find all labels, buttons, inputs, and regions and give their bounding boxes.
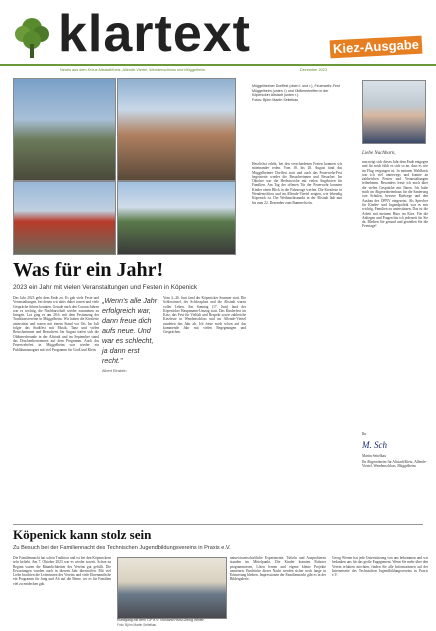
header-subline: Neues aus dem Kreuz Altstadt/Kietz, Allende-Viertel, Wendenschloss und Müggelheim <box>60 68 206 72</box>
main-col-1: Das Jahr 2023 geht dem Ende zu. Es gab viele Feste und Veranstaltungen, bei denen wir aktiv dabei waren und viele Gespräche führen konnten. Gerade nach den Corona-Jahren war es wichtig, die Nachbarschaft wieder zusammen zu bringen. Los ging es am 28.6. mit dem Festumzug der Traditionsvereine in Müggelheim. Wir haben die Kiezfeste unterstützt und waren mit einem Stand vor Ort. Im Juli folgte das Stadtfest mit Musik, Tanz und vielen Besucherinnen und Besuchern. Im August trafen sich die Oldtimerfreunde in der Altstadt und im September stand das Drachenbootrennen auf dem Programm. Auch das Feuerwehrfest in Müggelheim war wieder ein Publikumsmagnet mit viel Programm für Groß und Klein. <box>13 296 99 352</box>
logo-tree-icon <box>12 14 52 60</box>
section-rule <box>13 524 423 525</box>
photo-credit: Fotos: Björn Martin Seitelkau <box>252 97 299 102</box>
photo-familiennacht <box>117 557 227 619</box>
issue-badge: Kiez-Ausgabe <box>330 36 423 59</box>
letter-name: Martin Seitelkau <box>362 454 387 458</box>
photo-oldtimer <box>117 181 236 255</box>
photo-caption <box>252 84 342 102</box>
photo-caption-text: Müggelheimer Dorffest (oben l. und r.), Feuerwehr-Fest Müggelheim (unten l.) und Oldtimertreffen in der Köpenicker Altstadt (unten r.). <box>252 84 340 98</box>
second-col-4: Georg Werner hat jede Unterstützung von uns bekommen und wir bedanken uns für das große Engagement. Wenn Sie mehr über den Verein erfahren möchten, finden Sie alle Informationen auf der Internetseite des Technischen Jugendbildungsvereins in Praxis e.V. <box>332 556 428 578</box>
second-col-1: Die Familiennacht hat schon Tradition und ist bei den Köpenickern sehr beliebt. Am 7. Oktober 2023 war es wieder soweit. Schon zu Beginn waren die Räumlichkeiten des Vereins gut gefüllt. Die Erwartungen wurden auch in diesem Jahr übertroffen. Mit viel Liebe brachten die Leiterinnen des Vereins und viele Ehrenamtliche ein Programm für Jung und Alt auf die Beine, wo es für Familien viel zu entdecken gab. <box>13 556 111 586</box>
photo-familiennacht-credit: Foto: Björn Martin Seitelkau <box>117 623 157 627</box>
letter-role: Ihr Abgeordneter für Altstadt/Kietz, Allende-Viertel, Wendenschloss, Müggelheim <box>362 460 427 469</box>
header-date: Dezember 2023 <box>300 68 328 72</box>
second-col-3: naturwissenschaftliche Experimente, Tüfteln und Ausprobieren standen im Mittelpunkt. Die Kinder konnten Roboter programmieren, Löten lernen und eigene kleine Projekte umsetzen. Eindrücke dieser Nacht werden sicher noch lange in Erinnerung bleiben. Impressionen der Familiennacht gibt es in der Bildergalerie. <box>230 556 326 582</box>
photo-familiennacht-caption: Rundgang mit dem TJF e.V. Vorstand Horst-Georg Winter <box>117 618 204 622</box>
main-subhead: 2023 ein Jahr mit vielen Veranstaltungen und Festen in Köpenick <box>13 284 198 291</box>
second-subhead: Zu Besuch bei der Familiennacht des Technischen Jugendbildungsvereins in Praxis e.V. <box>13 545 231 551</box>
author-photo <box>362 80 426 144</box>
header-rule <box>0 64 436 66</box>
letter-greeting: Liebe Nachbarn, <box>362 151 396 156</box>
logo-title: klartext <box>58 5 251 63</box>
photo-dorffest-group <box>13 78 116 181</box>
main-col-3: Vom 4.–26. Juni fand der Köpenicker Sommer statt. Die Schlossinsel, der Schlossplatz und die Altstadt waren voller Leben. Am Sonntag (17. Juni) fand der Köpenicker Hauptmann-Umzug statt. Das Kinderfest im Kiez, das Fest für Vielfalt und Respekt sowie zahlreiche Kiezfeste in Wendenschloss und im Allende-Viertel rundeten das Jahr ab. Ich freue mich schon auf das kommende Jahr mit vielen Begegnungen und Gesprächen. <box>163 296 246 335</box>
main-col-4: Herzlichst erlebt, bei den verschiedenen Festen konnten wir miteinander reden. Vom 18. bis 20. August fand das Müggelheimer Dorffest statt und auch das Feuerwehr-Fest begeisterte wieder die Besucherinnen und Besucher. Im Oktober war die Herbstwoche mit vielen Angeboten für Familien. Am Tag der offenen Tür der Feuerwehr konnten Kinder einen Blick in die Fahrzeuge werfen. Die Kiezfeste in Wendenschloss und im Allende-Viertel zeigten, wie lebendig Köpenick ist. Der Weihnachtsmarkt in der Altstadt lädt nun bis zum 22. Dezember zum Bummeln ein. <box>252 162 342 205</box>
quote-author: Albert Einstein <box>102 369 127 373</box>
letter-signature: M. Sch <box>362 440 387 450</box>
main-headline: Was für ein Jahr! <box>13 259 164 281</box>
letter-signoff: Ihr <box>362 432 367 436</box>
pull-quote <box>102 296 158 374</box>
photo-dorffest-stage <box>117 78 236 181</box>
quote-text: „Wenn's alle Jahr erfolgreich war, dann freue dich aufs neue. Und war es schlecht, ja dann erst recht." <box>102 296 158 365</box>
second-headline: Köpenick kann stolz sein <box>13 527 152 542</box>
photo-fire-truck <box>13 181 116 255</box>
letter-body: nun neigt sich dieses Jahr dem Ende entgegen und für mich fühlt es sich so an, dass es wie im Flug vergangen ist. In meinem Wahlkreis war ich viel unterwegs und konnte an zahlreichen Festen und Veranstaltungen teilnehmen. Besonders freue ich mich über die vielen Gespräche mit Ihnen. Ich habe mich im Abgeordnetenhaus für die Sanierung von Schulen, bessere Radwege und den Ausbau des ÖPNV eingesetzt. Als Sprecher für Kinder- und Jugendpolitik war es mir wichtig, Familien zu unterstützen. Das ist die Arbeit mit meinem Büro im Kiez. Für die Anliegen und Fragen bin ich jederzeit für Sie da. Bleiben Sie gesund und genießen Sie die Feiertage! <box>362 160 428 229</box>
